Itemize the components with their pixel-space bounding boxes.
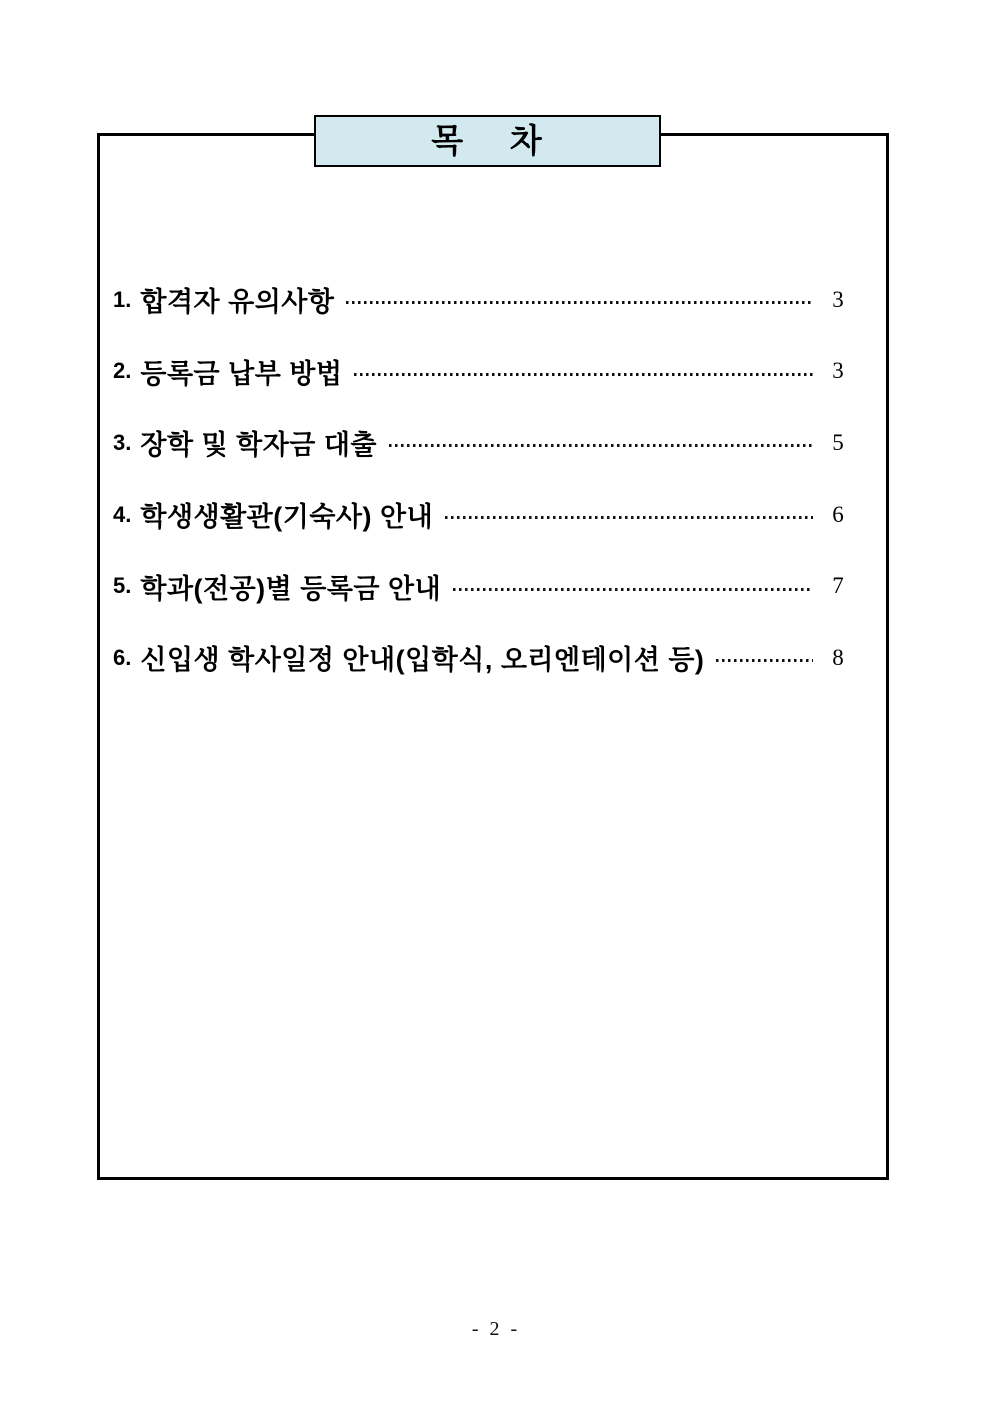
toc-entry-number: 6. [113,644,132,670]
toc-entry-number: 2. [113,358,132,384]
toc-entry-page: 3 [832,358,844,384]
toc-entry-page: 5 [832,429,844,455]
dot-leader [453,588,813,591]
toc-entry-label: 등록금 납부 방법 [140,358,343,389]
dot-leader [389,444,813,447]
toc-entry [113,264,853,336]
toc-entry [113,407,853,479]
toc-entry [113,336,853,408]
toc-entry [113,479,853,551]
toc-entry-number: 5. [113,573,132,599]
toc-entry-label: 신입생 학사일정 안내(입학식, 오리엔테이션 등) [140,645,705,676]
toc-entry-page: 3 [832,286,844,312]
toc-entry-label: 학생생활관(기숙사) 안내 [140,502,434,533]
toc-entry-number: 4. [113,501,132,527]
dot-leader [346,301,813,304]
toc-border-box [97,121,889,1180]
toc-entry-number: 1. [113,286,132,312]
toc-title: 목 차 [431,121,544,159]
toc-title-box [314,115,661,167]
toc-entry-page: 8 [832,644,844,670]
toc-entry-label: 학과(전공)별 등록금 안내 [140,573,442,604]
toc-entry [113,622,853,694]
toc-entry-page: 6 [832,501,844,527]
page-number-footer: - 2 - [471,1318,521,1340]
dot-leader [716,659,813,662]
toc-entry-number: 3. [113,429,132,455]
toc-entry [113,550,853,622]
toc-list [113,264,853,694]
dot-leader [445,516,813,519]
toc-entry-label: 장학 및 학자금 대출 [140,430,378,461]
toc-entry-label: 합격자 유의사항 [140,287,335,318]
dot-leader [354,373,813,376]
toc-entry-page: 7 [832,573,844,599]
